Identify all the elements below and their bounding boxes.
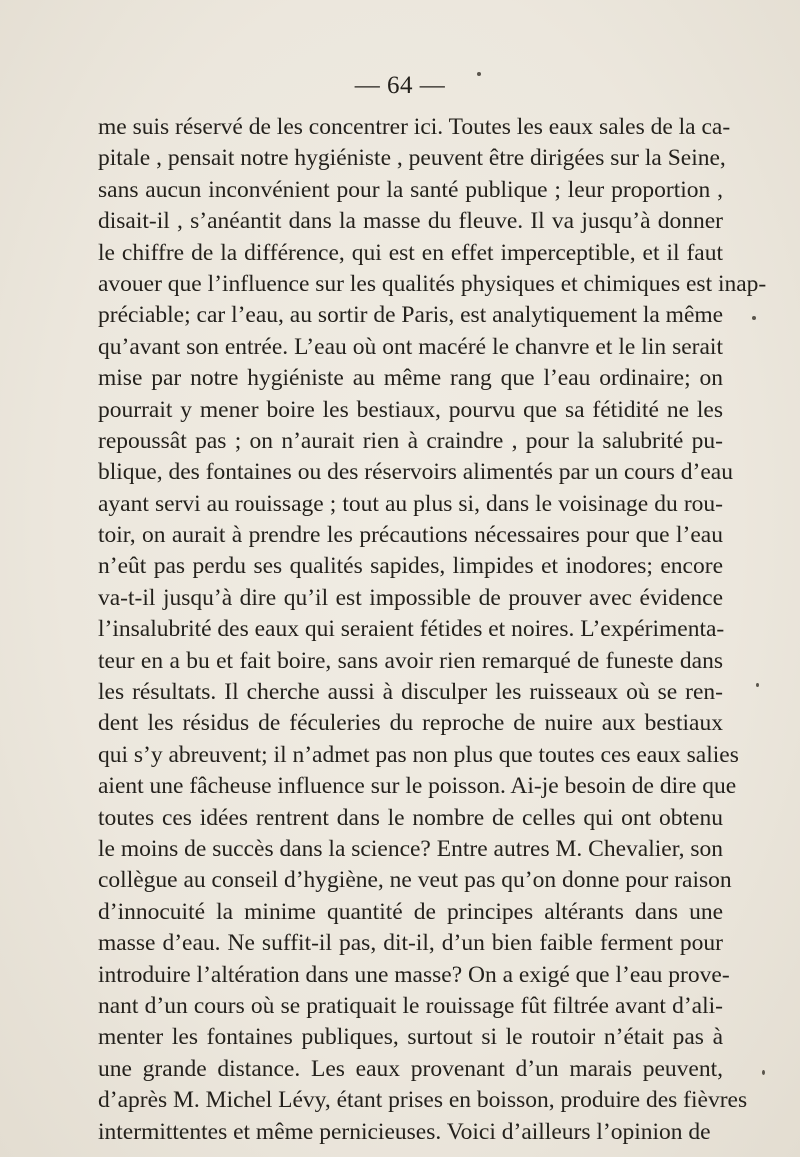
scan-speck: [752, 316, 756, 320]
text-line: masse d’eau. Ne suffit-il pas, dit-il, d’un bien faible ferment pour: [98, 930, 723, 957]
text-line: avouer que l’influence sur les qualités physiques et chimiques est inap-: [98, 270, 767, 297]
text-line: d’innocuité la minime quantité de principes altérants dans une: [98, 898, 723, 925]
text-line: préciable; car l’eau, au sortir de Paris, est analytiquement la même: [98, 302, 724, 329]
scan-speck: [756, 683, 759, 687]
text-line: intermittentes et même pernicieuses. Voici d’ailleurs l’opinion de: [98, 1118, 711, 1145]
text-line: le chiffre de la différence, qui est en effet imperceptible, et il faut: [98, 239, 723, 266]
text-line: pourrait y mener boire les bestiaux, pourvu que sa fétidité ne les: [98, 396, 723, 423]
text-line: n’eût pas perdu ses qualités sapides, limpides et inodores; encore: [98, 553, 723, 580]
text-line: toutes ces idées rentrent dans le nombre de celles qui ont obtenu: [98, 804, 723, 831]
text-line: me suis réservé de les concentrer ici. Toutes les eaux sales de la ca-: [98, 114, 731, 140]
text-line: teur en a bu et fait boire, sans avoir rien remarqué de funeste dans: [98, 647, 723, 674]
scan-speck: [477, 72, 481, 76]
text-line: le moins de succès dans la science? Entre autres M. Chevalier, son: [98, 835, 723, 862]
text-line: collègue au conseil d’hygiène, ne veut pas qu’on donne pour raison: [98, 867, 732, 894]
text-line: toir, on aurait à prendre les précautions nécessaires pour que l’eau: [98, 522, 723, 549]
text-line: blique, des fontaines ou des réservoirs alimentés par un cours d’eau: [98, 459, 733, 486]
text-line: aient une fâcheuse influence sur le poisson. Ai-je besoin de dire que: [98, 773, 737, 800]
page-number: — 64 —: [354, 72, 446, 99]
text-line: l’insalubrité des eaux qui seraient fétides et noires. L’expérimenta-: [98, 616, 725, 643]
text-line: menter les fontaines publiques, surtout si le routoir n’était pas à: [98, 1024, 723, 1051]
text-line: nant d’un cours où se pratiquait le rouissage fût filtrée avant d’ali-: [98, 992, 723, 1019]
text-line: dent les résidus de féculeries du reproche de nuire aux bestiaux: [98, 710, 723, 737]
text-line: d’après M. Michel Lévy, étant prises en boisson, produire des fièvres: [98, 1087, 748, 1114]
text-line: une grande distance. Les eaux provenant d’un marais peuvent,: [98, 1055, 723, 1082]
text-line: qui s’y abreuvent; il n’admet pas non plus que toutes ces eaux salies: [98, 741, 739, 768]
text-line: les résultats. Il cherche aussi à disculper les ruisseaux où se ren-: [98, 679, 723, 706]
scan-speck: [762, 1070, 765, 1075]
body-text: [98, 112, 767, 1148]
text-line: va-t-il jusqu’à dire qu’il est impossible de prouver avec évidence: [98, 584, 723, 611]
text-line: ayant servi au rouissage ; tout au plus si, dans le voisinage du rou-: [98, 490, 723, 517]
text-line: introduire l’altération dans une masse? On a exigé que l’eau prove-: [98, 961, 730, 988]
text-line: pitale , pensait notre hygiéniste , peuvent être dirigées sur la Seine,: [98, 145, 726, 172]
text-line: disait-il , s’anéantit dans la masse du fleuve. Il va jusqu’à donner: [98, 208, 723, 235]
text-line: qu’avant son entrée. L’eau où ont macéré le chanvre et le lin serait: [98, 333, 723, 360]
text-line: repoussât pas ; on n’aurait rien à craindre , pour la salubrité pu-: [98, 427, 723, 454]
text-line: mise par notre hygiéniste au même rang que l’eau ordinaire; on: [98, 365, 723, 392]
text-line: sans aucun inconvénient pour la santé publique ; leur proportion ,: [98, 176, 723, 203]
